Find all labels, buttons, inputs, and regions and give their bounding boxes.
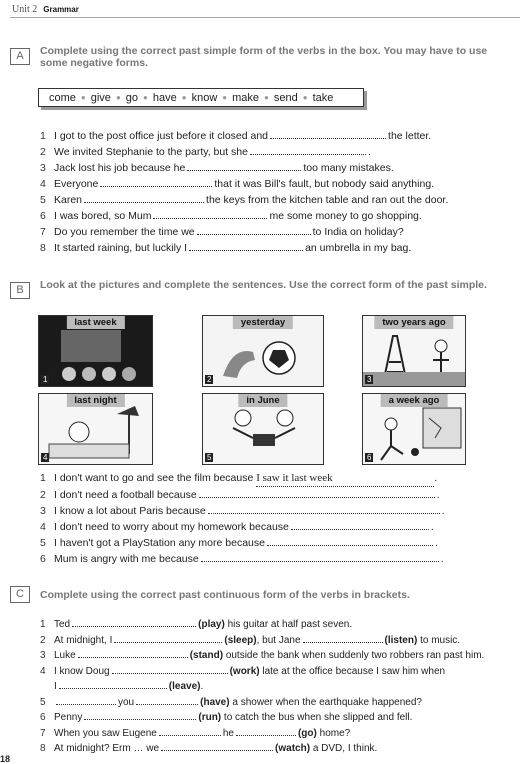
list-item: 2 I don't need a football because . [40,489,440,501]
answer-blank[interactable] [112,664,228,674]
word-box [38,88,364,107]
picture-caption: last night [66,394,124,407]
answer-blank[interactable] [100,177,212,187]
list-item: 3 Jack lost his job because he too many mistakes. [40,162,394,174]
list-item: 3 Luke (stand) outside the bank when suddenly two robbers ran past him. [40,650,485,661]
section-b-list [40,470,445,567]
picture-caption: last week [66,316,124,329]
bullet-icon: ● [143,93,148,102]
picture-number: 1 [43,375,48,384]
picture-homework [38,393,153,465]
picture-number: 5 [207,453,212,462]
answer-blank[interactable] [201,552,439,562]
answer-blank[interactable] [161,741,273,751]
picture-number: 3 [367,375,372,384]
section-c-instruction: Complete using the correct past continuous form of the verbs in brackets. [40,589,410,601]
bullet-icon: ● [264,93,269,102]
answer-example: I saw it last week [256,470,434,487]
answer-blank[interactable] [187,161,301,171]
picture-caption: yesterday [233,316,293,329]
list-item: 6 Penny (run) to catch the bus when she slipped and fell. [40,712,413,723]
answer-blank[interactable] [136,695,198,705]
list-item: 7 When you saw Eugene he (go) home? [40,727,351,739]
list-item: 2 We invited Stephanie to the party, but she . [40,146,371,158]
word: make [232,91,260,104]
answer-blank[interactable] [208,504,440,514]
unit-label: Unit 2 [12,4,38,15]
section-a-list [40,128,448,256]
list-item: 8 It started raining, but luckily I an umbrella in my bag. [40,242,412,254]
answer-blank[interactable] [159,726,221,736]
section-b-badge: B [10,282,30,299]
bullet-icon: ● [115,93,121,102]
answer-blank[interactable] [189,241,303,251]
picture-number: 2 [207,375,212,384]
picture-football [202,315,324,387]
list-item: 7 Do you remember the time we to India on holiday? [40,226,404,238]
word: have [152,91,177,104]
section-b-instruction: Look at the pictures and complete the sentences. Use the correct form of the past simple. [40,279,487,291]
answer-blank[interactable] [84,710,196,720]
picture-paris [362,315,466,387]
picture-number: 4 [43,453,48,462]
word: go [125,91,139,104]
answer-blank[interactable] [72,617,196,627]
answer-blank[interactable] [59,679,167,689]
section-a-instruction: Complete using the correct past simple form of the verbs in the box. You may have to use some negative forms. [40,45,488,69]
list-item: 1 Ted (play) his guitar at half past seven. [40,619,353,630]
list-item: 6 Mum is angry with me because . [40,553,444,565]
list-item: 5 you (have) a shower when the earthquake happened? [40,696,422,708]
page-number: 18 [0,754,11,764]
answer-blank[interactable] [236,726,296,736]
list-item: 1 I got to the post office just before it closed and the letter. [40,130,432,142]
list-item: 6 I was bored, so Mum me some money to go shopping. [40,210,422,222]
answer-blank[interactable] [114,633,222,643]
answer-blank[interactable] [153,209,267,219]
answer-blank[interactable] [78,648,188,658]
picture-number: 6 [367,453,372,462]
list-item: 1 I don't want to go and see the film because I saw it last week . [40,470,445,487]
answer-blank[interactable] [84,193,204,203]
word: send [273,91,298,104]
word: know [191,91,218,104]
section-c-list [40,617,484,757]
picture-cinema [38,315,153,387]
answer-blank[interactable] [270,129,386,139]
bullet-icon: ● [181,93,187,102]
word: come [49,91,76,104]
bullet-icon: ● [80,93,86,102]
list-item: 4 Everyone that it was Bill's fault, but nobody said anything. [40,178,435,190]
picture-caption: two years ago [374,316,453,329]
list-item: 8 At midnight? Erm … we (watch) a DVD, I think. [40,743,378,754]
answer-blank[interactable] [250,145,366,155]
answer-blank[interactable] [197,225,311,235]
picture-caption: a week ago [381,394,448,407]
picture-broken-window [362,393,466,465]
section-c-badge: C [10,586,30,603]
answer-blank[interactable] [303,633,383,643]
section-a-badge: A [10,48,30,65]
header-title: Grammar [43,5,79,14]
answer-blank[interactable] [267,536,433,546]
answer-blank[interactable] [199,488,435,498]
word: take [312,91,334,104]
list-item: 3 I know a lot about Paris because . [40,505,445,517]
list-item: I (leave). [54,681,204,692]
word: give [90,91,111,104]
answer-blank[interactable] [56,695,116,705]
answer-blank[interactable] [291,520,429,530]
picture-playstation [202,393,324,465]
picture-caption: in June [238,394,287,407]
list-item: 5 Karen the keys from the kitchen table and ran out the door. [40,194,449,206]
bullet-icon: ● [222,93,228,102]
list-item: 4 I know Doug (work) late at the office because I saw him when [40,665,446,677]
bullet-icon: ● [302,93,308,102]
list-item: 4 I don't need to worry about my homework because . [40,521,434,533]
page-header [12,4,79,15]
list-item: 5 I haven't got a PlayStation any more because . [40,537,438,549]
list-item: 2 At midnight, I (sleep), but Jane (listen) to music. [40,634,461,646]
header-divider [10,17,520,18]
